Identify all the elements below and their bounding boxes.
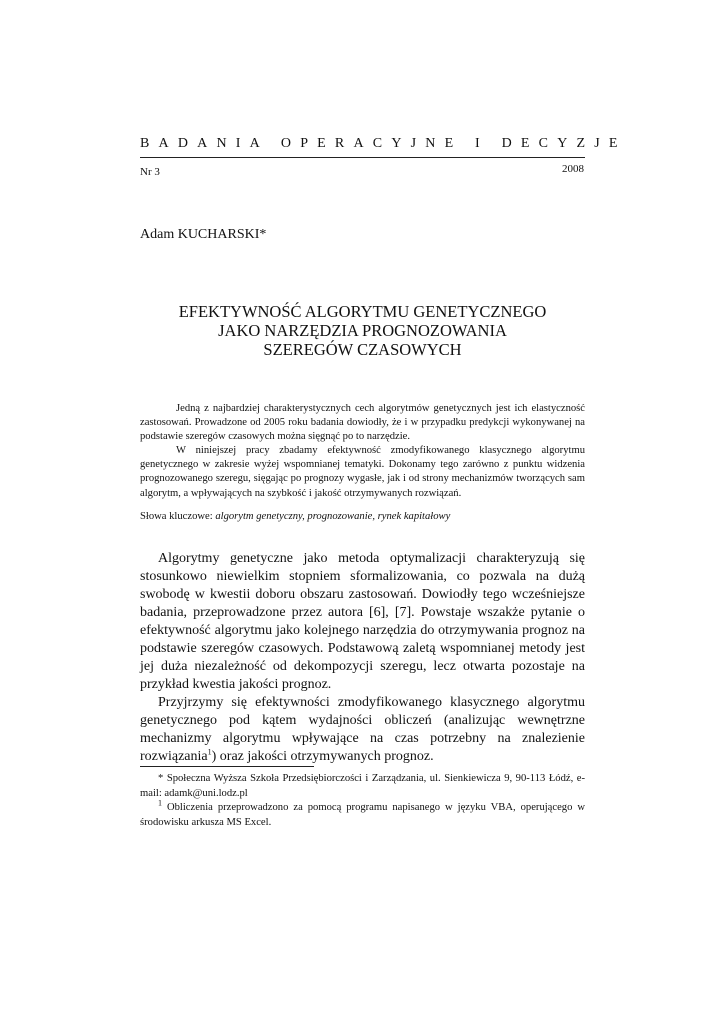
abstract-paragraph-2: W niniejszej pracy zbadamy efektywność zmodyfikowanego klasycznego algorytmu genetycznego w zakresie wyżej wspomnianej tematyki. Dokonamy tego zarówno z punktu widzenia prognozowanego szeregu, sięgając po prognozy wygasłe, jak i od strony mechanizmów tworzących sam algorytm, a wpływających na szybkość i jakość otrzymywanych rozwiązań. bbox=[140, 445, 585, 499]
keywords-value: algorytm genetyczny, prognozowanie, rynek kapitałowy bbox=[215, 511, 451, 522]
keywords bbox=[140, 511, 585, 522]
title-line-2: JAKO NARZĘDZIA PROGNOZOWANIA bbox=[218, 321, 507, 340]
abstract-paragraph-1: Jedną z najbardziej charakterystycznych cech algorytmów genetycznych jest ich elastyczność zastosowań. Prowadzone od 2005 roku badania dowiodły, że i w przypadku predykcji wykonywanej na podstawie szeregów czasowych można sięgnąć po to narzędzie. bbox=[140, 403, 585, 443]
footnote-rule bbox=[140, 766, 314, 767]
header-rule bbox=[140, 157, 585, 158]
body-paragraph-2 bbox=[140, 694, 585, 766]
body-paragraph-2-text-a: Przyjrzymy się efektywności zmodyfikowanego klasycznego algorytmu genetycznego pod kątem wydajności obliczeń (analizując wewnętrzne mechanizmy algorytmu wpływające na czas potrzebny na znalezienie rozwiązania bbox=[140, 695, 585, 764]
footnote-ref-1[interactable]: 1 bbox=[207, 747, 212, 757]
title-line-3: SZEREGÓW CZASOWYCH bbox=[263, 340, 462, 359]
issue-year: 2008 bbox=[562, 163, 584, 175]
keywords-label: Słowa kluczowe: bbox=[140, 511, 216, 522]
abstract bbox=[140, 402, 585, 501]
footnotes bbox=[140, 772, 585, 830]
issue-number: Nr 3 bbox=[140, 166, 160, 178]
body-text bbox=[140, 550, 585, 766]
author-name: Adam KUCHARSKI* bbox=[140, 227, 267, 242]
title-line-1: EFEKTYWNOŚĆ ALGORYTMU GENETYCZNEGO bbox=[178, 302, 547, 321]
footnote-1-text: Obliczenia przeprowadzono za pomocą programu napisanego w języku VBA, operującego w środowisku arkusza MS Excel. bbox=[140, 802, 585, 828]
body-paragraph-2-text-b: ) oraz jakości otrzymywanych prognoz. bbox=[211, 749, 434, 764]
journal-title: BADANIA OPERACYJNE I DECYZJE bbox=[140, 136, 627, 151]
footnote-1-mark: 1 bbox=[158, 798, 162, 808]
footnote-1 bbox=[140, 798, 585, 830]
footnote-affiliation: * Społeczna Wyższa Szkoła Przedsiębiorczości i Zarządzania, ul. Sienkiewicza 9, 90-113 Łódź, e-mail: adamk@uni.lodz.pl bbox=[140, 773, 585, 799]
paper-title bbox=[140, 302, 585, 359]
body-paragraph-1: Algorytmy genetyczne jako metoda optymalizacji charakteryzują się stosunkowo niewielkim stopniem sformalizowania, co pozwala na dużą swobodę w kwestii doboru obszaru zastosowań. Dowiodły tego wcześniejsze badania, przeprowadzone przez autora [6], [7]. Powstaje wszakże pytanie o efektywność algorytmu jako kolejnego narzędzia do otrzymywania prognoz na podstawie szeregów czasowych. Podstawową zaletą wspomnianej metody jest jej duża niezależność od dekompozycji szeregu, lecz otwarta pozostaje na przykład kwestia jakości prognoz. bbox=[140, 551, 585, 692]
